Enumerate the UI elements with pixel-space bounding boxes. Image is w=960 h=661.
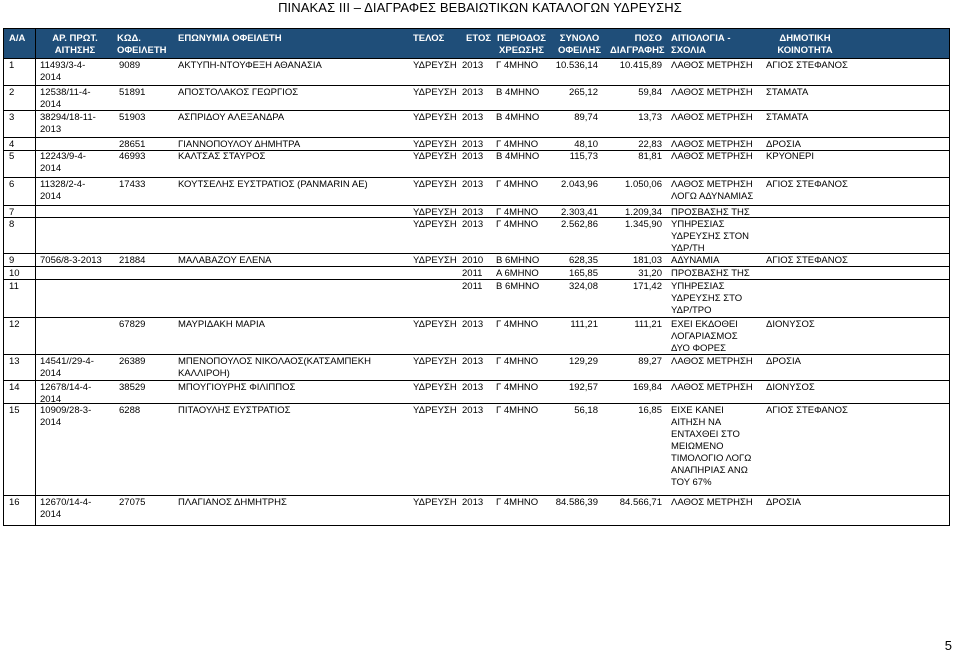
table-rule (3, 403, 950, 404)
cell-synolo: 192,57 (568, 382, 598, 393)
table-rule (3, 58, 950, 59)
cell-poso: 171,42 (632, 281, 662, 292)
cell-etos: 2011 (462, 268, 483, 279)
header-etos: ΕΤΟΣ (466, 33, 492, 44)
cell-aa: 16 (9, 497, 20, 508)
table-rule (3, 137, 950, 138)
cell-synolo: 165,85 (568, 268, 598, 279)
table-rule (3, 205, 950, 206)
table-rule (3, 28, 950, 29)
cell-poso: 181,03 (632, 255, 662, 266)
header-aitiologia: ΑΙΤΙΟΛΟΓΙΑ - ΣΧΟΛΙΑ (671, 33, 731, 56)
cell-aitia: ΛΑΘΟΣ ΜΕΤΡΗΣΗ (671, 139, 753, 150)
cell-period: Γ 4ΜΗΝΟ (496, 497, 539, 508)
cell-aa: 3 (9, 112, 15, 123)
cell-etos: 2013 (462, 179, 484, 190)
table-column-rule (949, 28, 950, 525)
cell-aa: 8 (9, 219, 15, 230)
cell-poso: 111,21 (634, 319, 662, 330)
cell-prot: 12678/14-4- 2014 (40, 382, 92, 405)
cell-aa: 14 (9, 382, 20, 393)
cell-synolo: 129,29 (568, 356, 598, 367)
cell-synolo: 115,73 (569, 151, 598, 162)
cell-etos: 2013 (462, 87, 484, 98)
cell-synolo: 48,10 (574, 139, 598, 150)
cell-synolo: 10.536,14 (555, 60, 598, 71)
cell-etos: 2013 (462, 112, 484, 123)
cell-aitia: ΠΡΟΣΒΑΣΗΣ ΤΗΣ (671, 268, 750, 279)
cell-kod: 17433 (119, 179, 146, 190)
header-synolo: ΣΥΝΟΛΟ ΟΦΕΙΛΗΣ (558, 33, 602, 56)
cell-telos: ΥΔΡΕΥΣΗ (413, 207, 457, 218)
page-number: 5 (944, 638, 952, 653)
table-rule (3, 110, 950, 111)
cell-etos: 2013 (462, 151, 484, 162)
cell-period: Β 4ΜΗΝΟ (496, 87, 540, 98)
cell-aa: 7 (9, 207, 15, 218)
cell-aitia: ΥΠΗΡΕΣΙΑΣ ΥΔΡΕΥΣΗΣ ΣΤΟΝ ΥΔΡ/ΤΗ (671, 219, 749, 254)
cell-poso: 1.050,06 (625, 179, 662, 190)
cell-koin: ΣΤΑΜΑΤΑ (766, 87, 809, 98)
cell-telos: ΥΔΡΕΥΣΗ (413, 87, 457, 98)
cell-koin: ΑΓΙΟΣ ΣΤΕΦΑΝΟΣ (766, 405, 848, 416)
cell-aitia: ΠΡΟΣΒΑΣΗΣ ΤΗΣ (671, 207, 750, 218)
table-rule (3, 380, 950, 381)
cell-poso: 59,84 (638, 87, 662, 98)
cell-synolo: 56,18 (574, 405, 598, 416)
cell-kod: 67829 (119, 319, 146, 330)
cell-period: Γ 4ΜΗΝΟ (496, 405, 539, 416)
cell-synolo: 324,08 (568, 281, 598, 292)
cell-synolo: 84.586,39 (555, 497, 598, 508)
cell-poso: 13,73 (638, 112, 662, 123)
cell-aa: 11 (9, 281, 19, 292)
cell-telos: ΥΔΡΕΥΣΗ (413, 405, 457, 416)
table-rule (3, 525, 950, 526)
cell-poso: 1.209,34 (625, 207, 662, 218)
cell-telos: ΥΔΡΕΥΣΗ (413, 179, 457, 190)
cell-prot: 38294/18-11- 2013 (40, 112, 96, 135)
cell-kod: 51891 (119, 87, 146, 98)
cell-aitia: ΛΑΘΟΣ ΜΕΤΡΗΣΗ (671, 87, 753, 98)
cell-aitia: ΛΑΘΟΣ ΜΕΤΡΗΣΗ ΛΟΓΩ ΑΔΥΝΑΜΙΑΣ (671, 179, 754, 202)
cell-telos: ΥΔΡΕΥΣΗ (413, 151, 457, 162)
cell-period: Γ 4ΜΗΝΟ (496, 219, 539, 230)
cell-period: Γ 4ΜΗΝΟ (496, 139, 539, 150)
cell-kod: 46993 (119, 151, 146, 162)
cell-telos: ΥΔΡΕΥΣΗ (413, 60, 457, 71)
cell-etos: 2013 (462, 319, 484, 330)
cell-name: ΜΠΕΝΟΠΟΥΛΟΣ ΝΙΚΟΛΑΟΣ(ΚΑΤΣΑΜΠΕΚΗ ΚΑΛΛΙΡΟΗ) (178, 356, 371, 379)
table-column-rule (3, 28, 4, 525)
cell-prot: 14541//29-4- 2014 (40, 356, 94, 379)
cell-synolo: 111,21 (570, 319, 598, 330)
cell-prot: 12670/14-4- 2014 (40, 497, 92, 520)
table-rule (3, 495, 950, 496)
cell-poso: 1.345,90 (625, 219, 662, 230)
cell-synolo: 2.303,41 (561, 207, 598, 218)
cell-period: Γ 4ΜΗΝΟ (496, 207, 539, 218)
header-aa: Α/Α (9, 33, 26, 44)
cell-etos: 2013 (462, 207, 484, 218)
cell-aa: 1 (9, 60, 15, 71)
cell-telos: ΥΔΡΕΥΣΗ (413, 255, 457, 266)
cell-aitia: ΕΙΧΕ ΚΑΝΕΙ ΑΙΤΗΣΗ ΝΑ ΕΝΤΑΧΘΕΙ ΣΤΟ ΜΕΙΩΜΕΝΟ ΤΙΜΟΛΟΓΙΟ ΛΟΓΩ ΑΝΑΠΗΡΙΑΣ ΑΝΩ ΤΟΥ 67% (671, 405, 752, 488)
cell-name: ΓΙΑΝΝΟΠΟΥΛΟΥ ΔΗΜΗΤΡΑ (178, 139, 301, 150)
cell-koin: ΣΤΑΜΑΤΑ (766, 112, 809, 123)
cell-synolo: 89,74 (574, 112, 598, 123)
cell-prot: 12243/9-4- 2014 (40, 151, 86, 174)
cell-prot: 7056/8-3-2013 (40, 255, 102, 266)
cell-aa: 13 (9, 356, 20, 367)
cell-prot: 11328/2-4- 2014 (40, 179, 86, 202)
cell-etos: 2010 (462, 255, 484, 266)
cell-telos: ΥΔΡΕΥΣΗ (413, 219, 457, 230)
cell-aa: 10 (9, 268, 20, 279)
cell-koin: ΔΙΟΝΥΣΟΣ (766, 382, 815, 393)
cell-aa: 12 (9, 319, 20, 330)
cell-aitia: ΛΑΘΟΣ ΜΕΤΡΗΣΗ (671, 60, 753, 71)
cell-telos: ΥΔΡΕΥΣΗ (413, 112, 457, 123)
cell-period: Β 6ΜΗΝΟ (496, 255, 540, 266)
cell-name: ΠΙΤΑΟΥΛΗΣ ΕΥΣΤΡΑΤΙΟΣ (178, 405, 291, 416)
cell-telos: ΥΔΡΕΥΣΗ (413, 497, 457, 508)
cell-prot: 12538/11-4- 2014 (40, 87, 91, 110)
cell-telos: ΥΔΡΕΥΣΗ (413, 139, 457, 150)
cell-synolo: 265,12 (568, 87, 598, 98)
cell-koin: ΚΡΥΟΝΕΡΙ (766, 151, 815, 162)
cell-name: ΚΑΛΤΣΑΣ ΣΤΑΥΡΟΣ (178, 151, 266, 162)
cell-etos: 2011 (462, 281, 483, 292)
cell-kod: 9089 (119, 60, 141, 71)
cell-aa: 2 (9, 87, 15, 98)
cell-etos: 2013 (462, 405, 484, 416)
cell-kod: 6288 (119, 405, 141, 416)
cell-period: Γ 4ΜΗΝΟ (496, 356, 539, 367)
cell-period: Β 4ΜΗΝΟ (496, 112, 540, 123)
cell-period: Γ 4ΜΗΝΟ (496, 179, 539, 190)
cell-aa: 15 (9, 405, 20, 416)
cell-period: Γ 4ΜΗΝΟ (496, 382, 539, 393)
cell-period: Β 4ΜΗΝΟ (496, 151, 540, 162)
cell-telos: ΥΔΡΕΥΣΗ (413, 356, 457, 367)
cell-aitia: ΕΧΕΙ ΕΚΔΟΘΕΙ ΛΟΓΑΡΙΑΣΜΟΣ ΔΥΟ ΦΟΡΕΣ (671, 319, 738, 354)
cell-poso: 10.415,89 (619, 60, 662, 71)
cell-aitia: ΑΔΥΝΑΜΙΑ (671, 255, 720, 266)
table-column-rule (35, 28, 36, 525)
cell-etos: 2013 (462, 60, 484, 71)
cell-kod: 21884 (119, 255, 146, 266)
cell-etos: 2013 (462, 356, 484, 367)
cell-koin: ΑΓΙΟΣ ΣΤΕΦΑΝΟΣ (766, 179, 848, 190)
cell-koin: ΔΙΟΝΥΣΟΣ (766, 319, 815, 330)
cell-synolo: 2.562,86 (561, 219, 598, 230)
cell-telos: ΥΔΡΕΥΣΗ (413, 382, 457, 393)
cell-prot: 10909/28-3- 2014 (40, 405, 92, 428)
header-poso: ΠΟΣΟ ΔΙΑΓΡΑΦΗΣ (610, 33, 665, 56)
cell-etos: 2013 (462, 497, 484, 508)
cell-name: ΜΠΟΥΓΙΟΥΡΗΣ ΦΙΛΙΠΠΟΣ (178, 382, 296, 393)
cell-etos: 2013 (462, 382, 484, 393)
cell-koin: ΔΡΟΣΙΑ (766, 356, 801, 367)
page-title: ΠΙΝΑΚΑΣ ΙΙΙ – ΔΙΑΓΡΑΦΕΣ ΒΕΒΑΙΩΤΙΚΩΝ ΚΑΤΑΛΟΓΩΝ ΥΔΡΕΥΣΗΣ (278, 0, 682, 15)
cell-koin: ΑΓΙΟΣ ΣΤΕΦΑΝΟΣ (766, 255, 848, 266)
header-kod: ΚΩΔ. ΟΦΕΙΛΕΤΗ (117, 33, 167, 56)
cell-period: Β 6ΜΗΝΟ (496, 281, 540, 292)
cell-aa: 4 (9, 139, 15, 150)
cell-name: ΑΣΠΡΙΔΟΥ ΑΛΕΞΑΝΔΡΑ (178, 112, 285, 123)
cell-aitia: ΛΑΘΟΣ ΜΕΤΡΗΣΗ (671, 112, 753, 123)
cell-poso: 84.566,71 (619, 497, 662, 508)
cell-synolo: 628,35 (568, 255, 598, 266)
cell-kod: 38529 (119, 382, 146, 393)
table-rule (3, 177, 950, 178)
cell-poso: 89,27 (638, 356, 662, 367)
cell-etos: 2013 (462, 219, 484, 230)
cell-kod: 28651 (119, 139, 146, 150)
cell-period: Α 6ΜΗΝΟ (496, 268, 539, 279)
cell-prot: 11493/3-4- 2014 (40, 60, 86, 83)
cell-name: ΠΛΑΓΙΑΝΟΣ ΔΗΜΗΤΡΗΣ (178, 497, 287, 508)
header-telos: ΤΕΛΟΣ (413, 33, 445, 44)
cell-synolo: 2.043,96 (561, 179, 598, 190)
cell-name: ΚΟΥΤΣΕΛΗΣ ΕΥΣΤΡΑΤΙΟΣ (PANMARIN AE) (178, 179, 368, 190)
cell-koin: ΑΓΙΟΣ ΣΤΕΦΑΝΟΣ (766, 60, 848, 71)
cell-telos: ΥΔΡΕΥΣΗ (413, 319, 457, 330)
cell-aa: 9 (9, 255, 15, 266)
table-rule (3, 354, 950, 355)
table-rule (3, 253, 950, 254)
cell-poso: 81,81 (638, 151, 662, 162)
cell-aitia: ΛΑΘΟΣ ΜΕΤΡΗΣΗ (671, 497, 753, 508)
header-ar-prot: ΑΡ. ΠΡΩΤ. ΑΙΤΗΣΗΣ (52, 33, 98, 56)
cell-aa: 5 (9, 151, 15, 162)
cell-poso: 22,83 (638, 139, 662, 150)
cell-kod: 27075 (119, 497, 146, 508)
cell-koin: ΔΡΟΣΙΑ (766, 139, 801, 150)
cell-poso: 31,20 (638, 268, 662, 279)
cell-name: ΑΚΤΥΠΗ-ΝΤΟΥΦΕΞΗ ΑΘΑΝΑΣΙΑ (178, 60, 322, 71)
table-rule (3, 85, 950, 86)
header-eponymia: ΕΠΩΝΥΜΙΑ ΟΦΕΙΛΕΤΗ (178, 33, 282, 44)
cell-name: ΜΑΛΑΒΑΖΟΥ ΕΛΕΝΑ (178, 255, 272, 266)
cell-period: Γ 4ΜΗΝΟ (496, 60, 539, 71)
cell-aitia: ΛΑΘΟΣ ΜΕΤΡΗΣΗ (671, 356, 753, 367)
cell-aitia: ΛΑΘΟΣ ΜΕΤΡΗΣΗ (671, 151, 753, 162)
header-koinotita: ΔΗΜΟΤΙΚΗ ΚΟΙΝΟΤΗΤΑ (777, 33, 833, 56)
header-periodos: ΠΕΡΙΟΔΟΣ ΧΡΕΩΣΗΣ (497, 33, 546, 56)
cell-period: Γ 4ΜΗΝΟ (496, 319, 539, 330)
cell-aa: 6 (9, 179, 15, 190)
cell-kod: 26389 (119, 356, 146, 367)
cell-aitia: ΛΑΘΟΣ ΜΕΤΡΗΣΗ (671, 382, 753, 393)
cell-kod: 51903 (119, 112, 146, 123)
table-rule (3, 317, 950, 318)
cell-poso: 16,85 (638, 405, 662, 416)
cell-aitia: ΥΠΗΡΕΣΙΑΣ ΥΔΡΕΥΣΗΣ ΣΤΟ ΥΔΡ/ΤΡΟ (671, 281, 743, 316)
cell-poso: 169,84 (632, 382, 662, 393)
cell-name: ΑΠΟΣΤΟΛΑΚΟΣ ΓΕΩΡΓΙΟΣ (178, 87, 299, 98)
cell-etos: 2013 (462, 139, 484, 150)
cell-name: ΜΑΥΡΙΔΑΚΗ ΜΑΡΙΑ (178, 319, 265, 330)
cell-koin: ΔΡΟΣΙΑ (766, 497, 801, 508)
